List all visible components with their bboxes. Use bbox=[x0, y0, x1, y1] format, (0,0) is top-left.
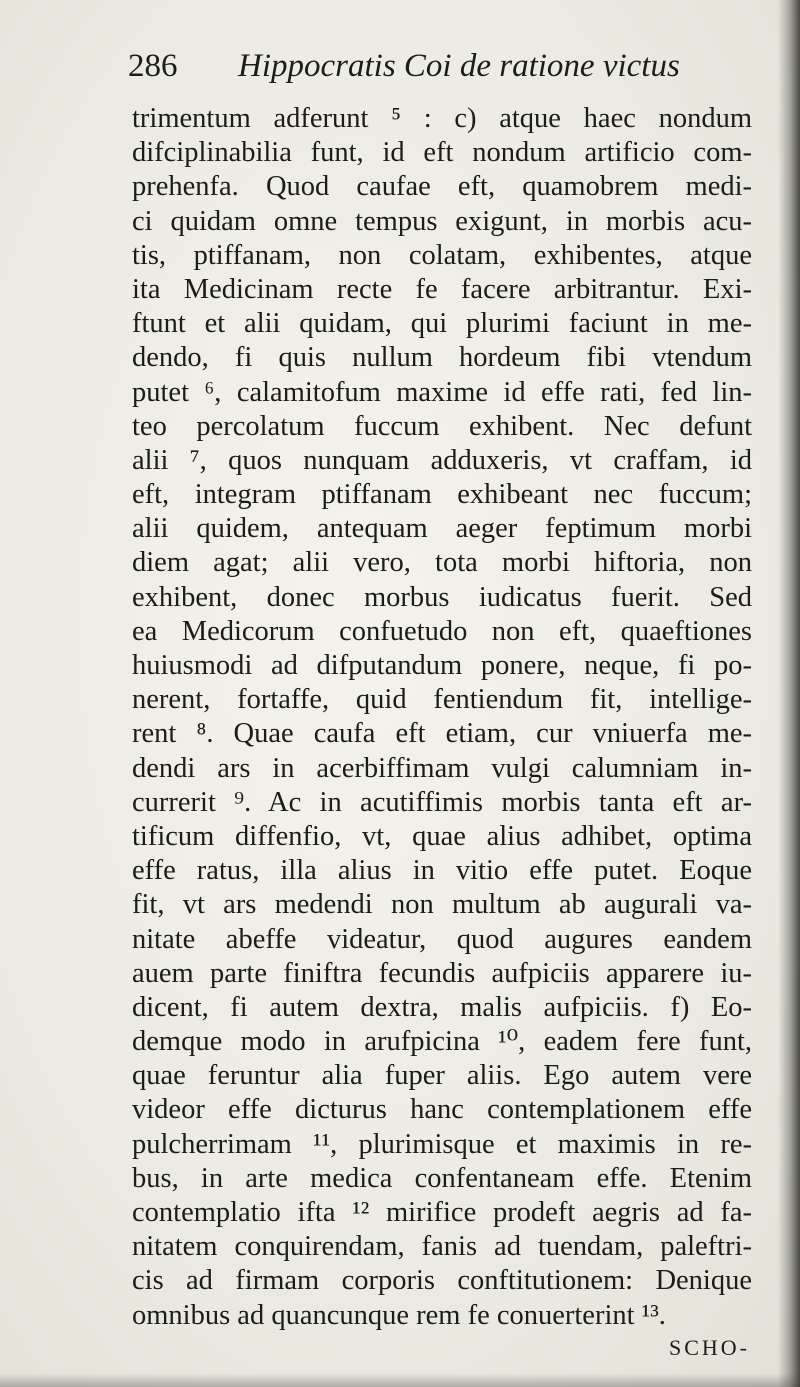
text-line: fit, vt ars medendi non multum ab augurali va- bbox=[132, 889, 752, 921]
text-line: ea Medicorum confuetudo non eft, quaeftiones bbox=[132, 615, 752, 647]
text-line: currerit ⁹. Ac in acutiffimis morbis tanta eft ar- bbox=[132, 786, 752, 818]
text-line: omnibus ad quancunque rem fe conuerterint ¹³. bbox=[132, 1299, 666, 1331]
text-line: contemplatio ifta ¹² mirifice prodeft aegris ad fa- bbox=[132, 1197, 752, 1228]
text-line: auem parte finiftra fecundis aufpiciis apparere iu- bbox=[132, 957, 752, 989]
text-line: alii quidem, antequam aeger feptimum morbi bbox=[132, 513, 752, 545]
text-line: ci quidam omne tempus exigunt, in morbis acu- bbox=[132, 205, 752, 237]
text-line: tificum diffenfio, vt, quae alius adhibet, optima bbox=[132, 820, 752, 852]
running-head: Hippocratis Coi de ratione victus bbox=[238, 48, 680, 84]
text-line: huiusmodi ad difputandum ponere, neque, fi po- bbox=[132, 650, 752, 681]
text-line: eft, integram ptiffanam exhibeant nec fuccum; bbox=[132, 479, 752, 511]
catchword: SCHO- bbox=[668, 1335, 750, 1360]
text-line: nitatem conquirendam, fanis ad tuendam, paleftri- bbox=[132, 1231, 752, 1263]
body-text bbox=[132, 102, 752, 1333]
page-bottom-shadow bbox=[0, 1373, 800, 1387]
text-line: exhibent, donec morbus iudicatus fuerit. Sed bbox=[132, 581, 752, 613]
text-line: tis, ptiffanam, non colatam, exhibentes, atque bbox=[132, 239, 752, 271]
text-line: difciplinabilia funt, id eft nondum artificio com- bbox=[132, 137, 752, 169]
text-line: putet ⁶, calamitofum maxime id effe rati, fed lin- bbox=[132, 376, 752, 408]
page-header bbox=[128, 42, 768, 92]
text-line: rent ⁸. Quae caufa eft etiam, cur vniuerfa me- bbox=[132, 718, 752, 750]
text-line: dicent, fi autem dextra, malis aufpiciis. f) Eo- bbox=[132, 991, 752, 1023]
text-line: dendi ars in acerbiffimam vulgi calumniam in- bbox=[132, 752, 752, 784]
text-line: diem agat; alii vero, tota morbi hiftoria, non bbox=[132, 547, 752, 579]
text-line: ftunt et alii quidam, qui plurimi faciunt in me- bbox=[132, 308, 752, 340]
text-line: demque modo in arufpicina ¹⁰, eadem fere funt, bbox=[132, 1026, 752, 1058]
text-line: videor effe dicturus hanc contemplationem effe bbox=[132, 1094, 752, 1126]
text-line: nerent, fortaffe, quid fentiendum fit, intellige- bbox=[132, 684, 752, 716]
text-line: effe ratus, illa alius in vitio effe putet. Eoque bbox=[132, 855, 752, 887]
text-line: prehenfa. Quod caufae eft, quamobrem medi- bbox=[132, 171, 752, 203]
page-number: 286 bbox=[128, 48, 178, 84]
text-line: ita Medicinam recte fe facere arbitrantur. Exi- bbox=[132, 273, 752, 305]
text-line: alii ⁷, quos nunquam adduxeris, vt craffam, id bbox=[132, 444, 752, 476]
text-line: trimentum adferunt ⁵ : c) atque haec nondum bbox=[132, 103, 752, 134]
text-line: bus, in arte medica confentaneam effe. Etenim bbox=[132, 1162, 752, 1194]
text-line: pulcherrimam ¹¹, plurimisque et maximis in re- bbox=[132, 1128, 752, 1160]
text-line: nitate abeffe videatur, quod augures eandem bbox=[132, 923, 752, 955]
text-line: quae feruntur alia fuper aliis. Ego autem vere bbox=[132, 1060, 752, 1092]
page-edge-shadow bbox=[778, 0, 800, 1387]
text-line: dendo, fi quis nullum hordeum fibi vtendum bbox=[132, 342, 752, 374]
text-line: cis ad firmam corporis conftitutionem: Denique bbox=[132, 1265, 752, 1297]
text-line: teo percolatum fuccum exhibent. Nec defunt bbox=[132, 410, 752, 442]
